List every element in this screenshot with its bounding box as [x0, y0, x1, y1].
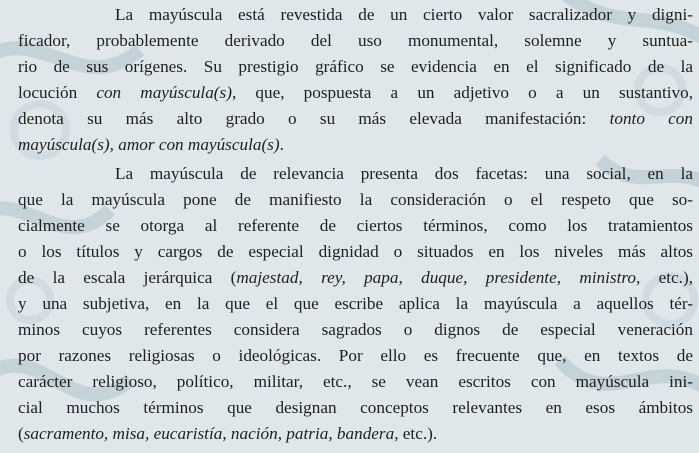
text-line [115, 161, 693, 186]
text-run: etc.). [398, 424, 438, 443]
italic-text-run: mayúscula(s), amor con mayúscula(s) [18, 135, 280, 154]
italic-text-run: sacramento, misa, eucaristía, nación, patria, bandera, [23, 424, 399, 443]
text-run: , que, pospuesta a un adjetivo o a un sustantivo, [231, 83, 693, 102]
text-run: que la mayúscula pone de manifiesto la consideración o el respeto que so- [18, 190, 693, 209]
text-run: carácter religioso, político, militar, etc., se vean escritos con mayúscula ini- [18, 372, 693, 391]
text-run: . [279, 135, 284, 154]
text-run: La mayúscula está revestida de un cierto valor sacralizador y digni- [115, 5, 693, 24]
text-line [18, 369, 693, 394]
text-run: cialmente se otorga al referente de ciertos términos, como los tratamientos [18, 216, 693, 235]
text-run: de la escala jerárquica ( [18, 268, 237, 287]
text-run: locución [18, 83, 97, 102]
text-run: ( [18, 424, 24, 443]
text-line [18, 265, 693, 290]
text-line [18, 239, 693, 264]
text-line [115, 2, 693, 27]
text-run: cial muchos términos que designan conceptos relevantes en esos ámbitos [18, 398, 693, 417]
text-run: La mayúscula de relevancia presenta dos facetas: una social, en la [115, 164, 693, 183]
text-line [18, 421, 693, 446]
text-run: minos cuyos referentes considera sagrados o dignos de especial veneración [18, 320, 693, 339]
text-line [18, 28, 693, 53]
text-line [18, 132, 693, 157]
text-line [18, 343, 693, 368]
text-run: ficador, probablemente derivado del uso monumental, solemne y suntua- [18, 31, 693, 50]
text-run: y una subjetiva, en la que el que escribe aplica la mayúscula a aquellos tér- [18, 294, 693, 313]
text-line [18, 213, 693, 238]
italic-text-run: tonto con [609, 109, 693, 128]
text-line [18, 317, 693, 342]
italic-text-run: con mayúscula(s) [96, 83, 232, 102]
text-run: por razones religiosas o ideológicas. Por ello es frecuente que, en textos de [18, 346, 693, 365]
text-run: denota su más alto grado o su más elevada manifestación: [18, 109, 610, 128]
text-run: rio de sus orígenes. Su prestigio gráfico se evidencia en el significado de la [18, 57, 693, 76]
text-run: etc.), [640, 268, 693, 287]
text-line [18, 291, 693, 316]
text-line [18, 80, 693, 105]
text-line [18, 54, 693, 79]
italic-text-run: majestad, rey, papa, duque, presidente, ministro, [236, 268, 641, 287]
text-line [18, 187, 693, 212]
text-line [18, 395, 693, 420]
text-run: o los títulos y cargos de especial dignidad o situados en los niveles más altos [18, 242, 693, 261]
text-line [18, 106, 693, 131]
